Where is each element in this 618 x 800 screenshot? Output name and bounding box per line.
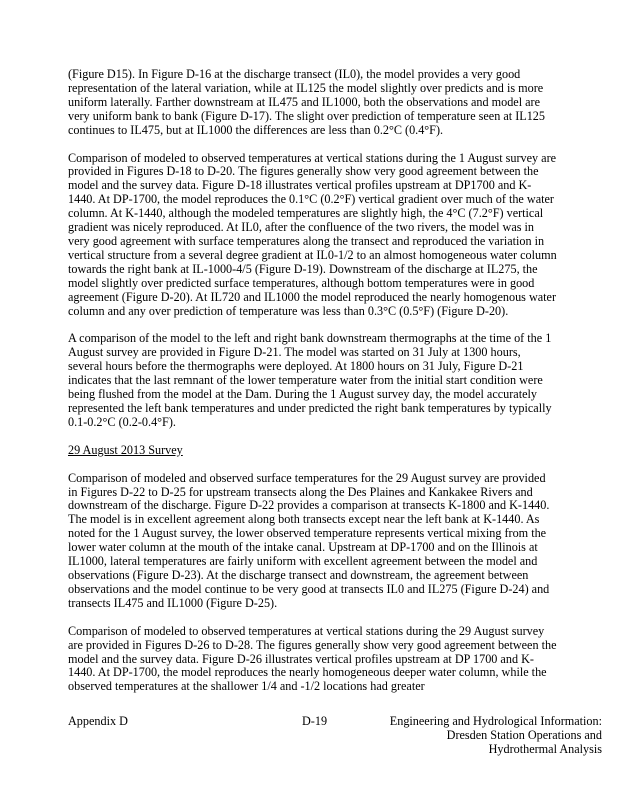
paragraph: A comparison of the model to the left and right bank downstream thermographs at the time of the 1 August survey are provided in Figure D-21. The model was started on 31 July at 1300 hours, several hours before the thermographs were deployed. At 1800 hours on 31 July, Figure D-21 indicates that the last remnant of the lower temperature water from the initial start condition were being flushed from the model at the Dam. During the 1 August survey day, the model accurately represented the left bank temperatures and under predicted the right bank temperatures by typically 0.1-0.2°C (0.2-0.4°F). — [68, 331, 552, 429]
section-heading: 29 August 2013 Survey — [68, 442, 183, 457]
paragraph: Comparison of modeled to observed temperatures at vertical stations during the 29 August survey are provided in Figures D-26 to D-28. The figures generally show very good agreement between the model and the survey data. Figure D-26 illustrates vertical profiles upstream at DP 1700 and K-1440. At DP-1700, the model reproduces the nearly homogeneous deeper water column, while the observed temperatures at the shallower 1/4 and -1/2 locations had greater — [68, 623, 557, 694]
footer-title-line: Dresden Station Operations and — [446, 728, 602, 742]
footer-report-title — [390, 714, 602, 756]
paragraph: Comparison of modeled to observed temperatures at vertical stations during the 1 August survey are provided in Figures D-18 to D-20. The figures generally show very good agreement between the model and the survey data. Figure D-18 illustrates vertical profiles upstream at DP1700 and K-1440. At DP-1700, the model reproduces the 0.1°C (0.2°F) vertical gradient over much of the water column. At K-1440, although the modeled temperatures are slightly high, the 4°C (7.2°F) vertical gradient was nicely reproduced. At IL0, after the confluence of the two rivers, the model was in very good agreement with surface temperatures along the transect and reproduced the variation in vertical structure from a several degree gradient at IL0-1/2 to an almost homogeneous water column towards the right bank at IL-1000-4/5 (Figure D-19). Downstream of the discharge at IL275, the model slightly over predicted surface temperatures, although bottom temperatures were in good agreement (Figure D-20). At IL720 and IL1000 the model reproduced the nearly homogenous water column and any over prediction of temperature was less than 0.3°C (0.5°F) (Figure D-20). — [68, 150, 557, 318]
footer-title-line: Engineering and Hydrological Information: — [389, 714, 602, 728]
paragraph: Comparison of modeled and observed surface temperatures for the 29 August survey are provided in Figures D-22 to D-25 for upstream transects along the Des Plaines and Kankakee Rivers and downstream of the discharge. Figure D-22 provides a comparison at transects K-1800 and K-1440. The model is in excellent agreement along both transects except near the left bank at K-1440. As noted for the 1 August survey, the lower observed temperature represents vertical mixing from the lower water column at the mouth of the intake canal. Upstream at DP-1700 and on the Illinois at IL1000, lateral temperatures are fairly uniform with excellent agreement between the model and observations (Figure D-23). At the discharge transect and downstream, the agreement between observations and the model continue to be very good at transects IL0 and IL275 (Figure D-24) and transects IL475 and IL1000 (Figure D-25). — [68, 470, 550, 610]
footer-page-number: D-19 — [302, 714, 328, 728]
footer-appendix-label: Appendix D — [68, 714, 128, 728]
footer-title-line: Hydrothermal Analysis — [488, 742, 602, 756]
body-text — [68, 68, 558, 708]
paragraph: (Figure D15). In Figure D-16 at the discharge transect (IL0), the model provides a very good representation of the lateral variation, while at IL125 the model slightly over predicts and is more uniform laterally. Farther downstream at IL475 and IL1000, both the observations and model are very uniform bank to bank (Figure D-17). The slight over prediction of temperature seen at IL125 continues to IL475, but at IL1000 the differences are less than 0.2°C (0.4°F). — [68, 67, 545, 137]
